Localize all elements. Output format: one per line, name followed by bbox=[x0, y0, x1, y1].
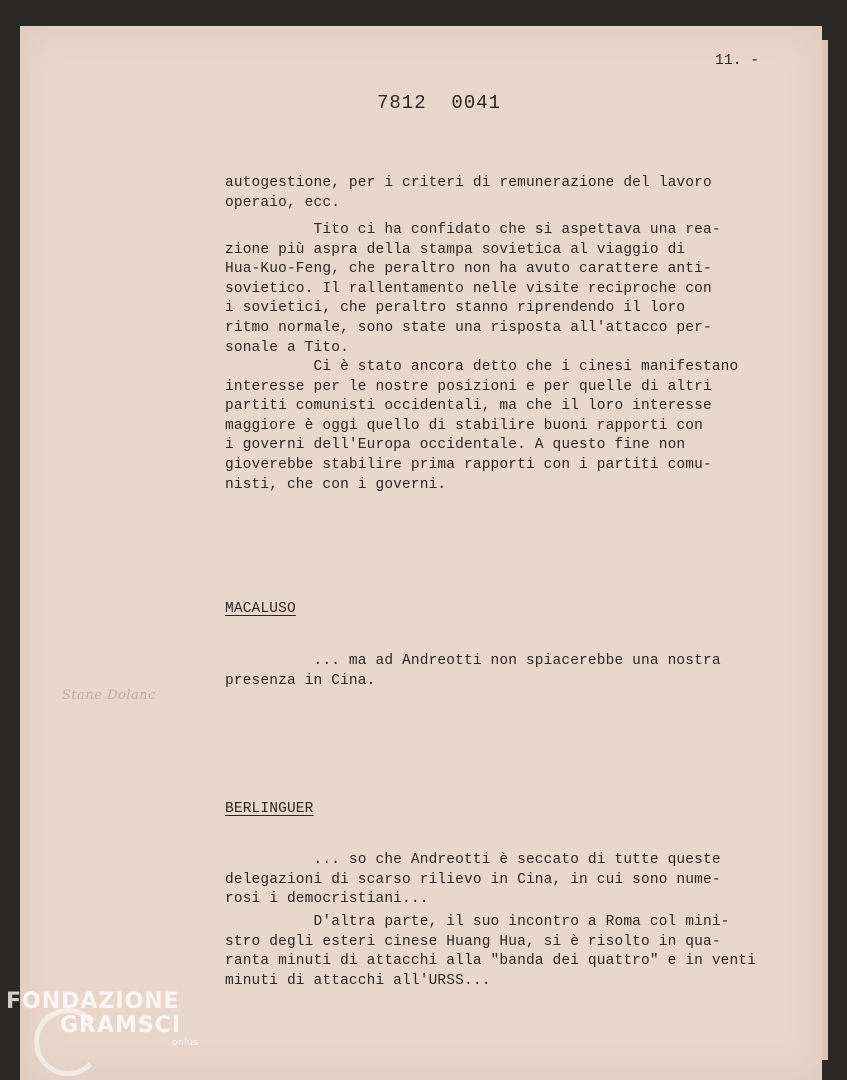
watermark-line2: GRAMSCI bbox=[60, 1013, 182, 1038]
paragraph-berlinguer-1: ... so che Andreotti è seccato di tutte queste delegazioni di scarso rilievo in Cina, in cui sono nume- rosi i democristiani... bbox=[225, 852, 721, 908]
paragraph-macaluso: ... ma ad Andreotti non spiacerebbe una nostra presenza in Cina. bbox=[225, 653, 721, 689]
watermark-line3: onlus bbox=[172, 1038, 199, 1048]
paragraph-berlinguer-2: D'altra parte, il suo incontro a Roma col mini- stro degli esteri cinese Huang Hua, si è risolto in qua- ranta minuti di attacchi alla "banda dei quattro" e in venti minuti di attacchi all'URSS... bbox=[225, 914, 757, 989]
watermark-line1: FONDAZIONE bbox=[6, 989, 180, 1014]
page-number: 11. - bbox=[715, 53, 760, 69]
speaker-macaluso: MACALUSO bbox=[225, 601, 296, 617]
archive-number: 7812 0041 bbox=[377, 92, 502, 114]
margin-note-faint: Stane Dolanc bbox=[62, 688, 156, 703]
paragraph-cinesi: Ci è stato ancora detto che i cinesi manifestano interesse per le nostre posizioni e per quelle di altri partiti comunisti occidentali, ma che il loro interesse maggiore è oggi quello di stabilire buoni rapporti con i governi dell'Europa occidentale. A questo fine non gioverebbe stabilire prima rapporti con i partiti comu- nisti, che con i governi. bbox=[225, 359, 739, 493]
speaker-berlinguer: BERLINGUER bbox=[225, 801, 314, 817]
page-edge bbox=[822, 40, 828, 1060]
paragraph-autogestione: autogestione, per i criteri di remunerazione del lavoro operaio, ecc. bbox=[225, 175, 712, 211]
watermark-fondazione-gramsci bbox=[6, 990, 199, 1048]
paragraph-tito: Tito ci ha confidato che si aspettava una rea- zione più aspra della stampa sovietica al viaggio di Hua-Kuo-Feng, che peraltro non ha avuto carattere anti- sovietico. Il rallentamento nelle visite reciproche con i sovietici, che peraltro stanno riprendendo il loro ritmo normale, sono state una risposta all'attacco per- sonale a Tito. bbox=[225, 222, 721, 356]
